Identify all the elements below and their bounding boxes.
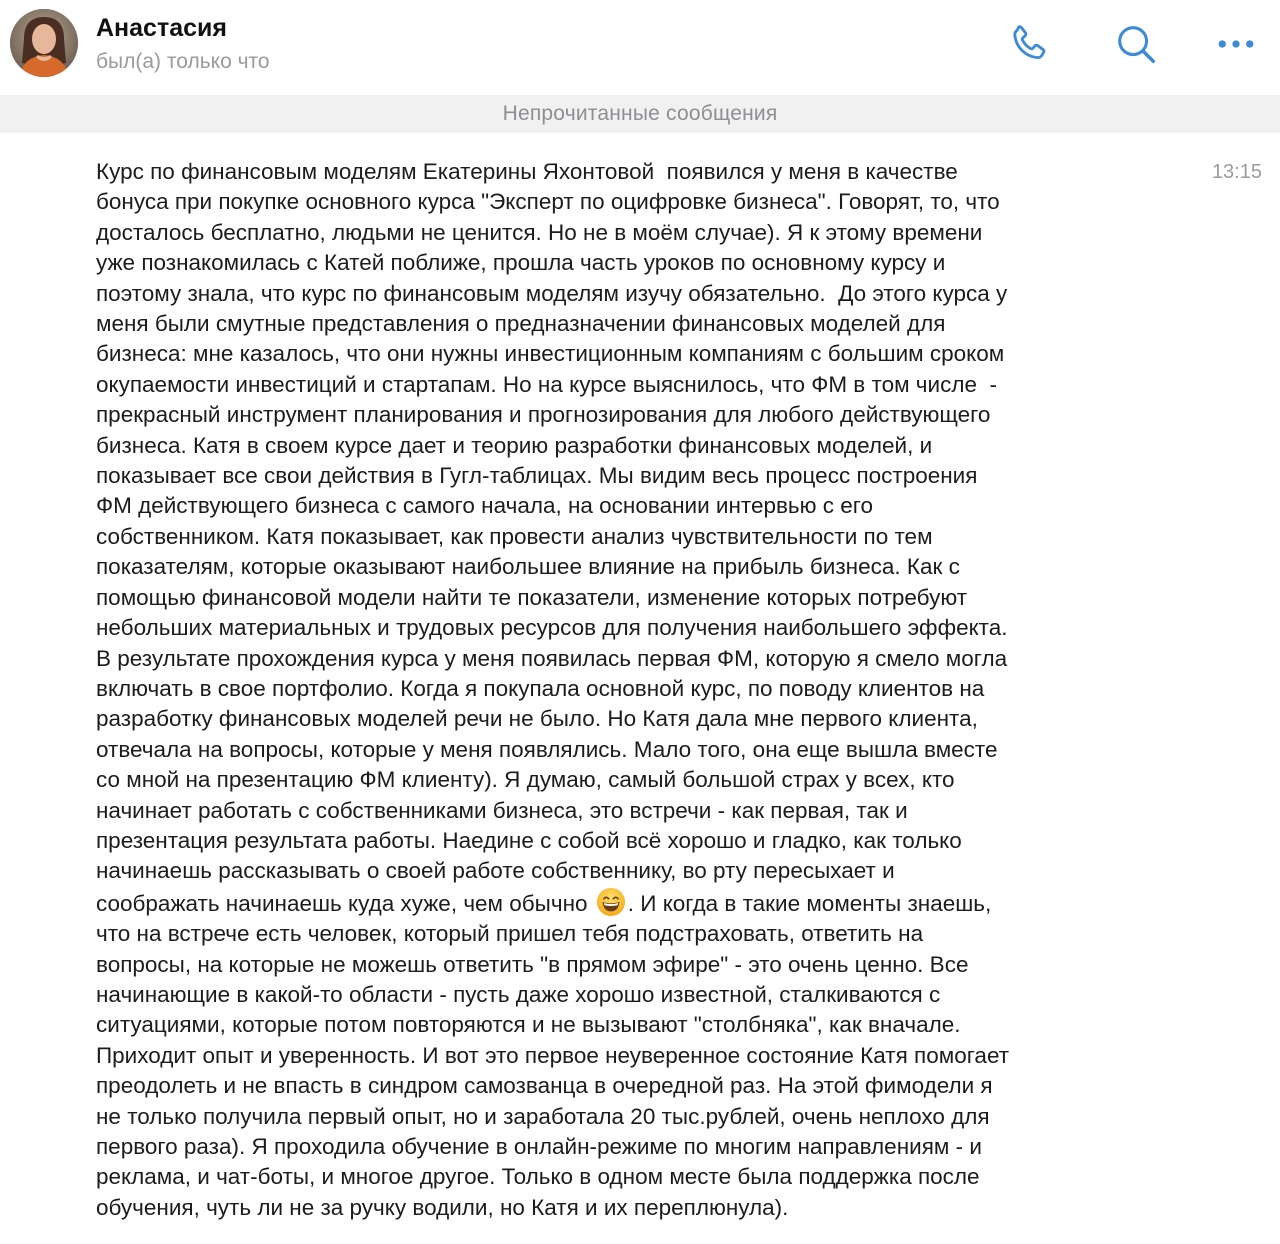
more-icon: [1214, 22, 1258, 66]
message-text-part-2: . И когда в такие моменты знаешь, что на встрече есть человек, который пришел тебя подстраховать, ответить на вопросы, на которые не можешь ответить "в прямом эфире" - это очень ценно. Все начинающие в какой-то области - пусть даже хорошо известной, сталкиваются с ситуациями, которые потом повторяются и не вызывают "столбняка", как вначале. Приходит опыт и уверенность. И вот это первое неуверенное состояние Катя помогает преодолеть и не впасть в синдром самозванца в очередной раз. На этой фимодели я не только получила первый опыт, но и заработала 20 тыс.рублей, очень неплохо для первого раза). Я проходила обучение в онлайн-режиме по многим направлениям - и реклама, и чат-боты, и многое другое. Только в одном месте была поддержка после обучения, чуть ли не за ручку водили, но Катя и их переплюнула).: [96, 890, 1010, 1220]
more-button[interactable]: [1212, 20, 1260, 68]
message-bubble[interactable]: [96, 157, 1186, 1223]
search-button[interactable]: [1112, 20, 1160, 68]
grinning-face-emoji: [596, 887, 626, 917]
unread-messages-divider: [0, 95, 1280, 133]
message-text-part-1: Курс по финансовым моделям Екатерины Яхонтовой появился у меня в качестве бонуса при покупке основного курса "Эксперт по оцифровке бизнеса". Говорят, то, что досталось бесплатно, людьми не ценится. Но не в моём случае). Я к этому времени уже познакомилась с Катей поближе, прошла часть уроков по основному курсу и поэтому знала, что курс по финансовым моделям изучу обязательно. До этого курса у меня были смутные представления о предназначении финансовых моделей для бизнеса: мне казалось, что они нужны инвестиционным компаниям с большим сроком окупаемости инвестиций и стартапам. Но на курсе выяснилось, что ФМ в том числе - прекрасный инструмент планирования и прогнозирования для любого действующего бизнеса. Катя в своем курсе дает и теорию разработки финансовых моделей, и показывает все свои действия в Гугл-таблицах. Мы видим весь процесс построения ФМ действующего бизнеса с самого начала, на основании интервью с его собственником. Катя показывает, как провести анализ чувствительности по тем показателям, которые оказывают наибольшее влияние на прибыль бизнеса. Как с помощью финансовой модели найти те показатели, изменение которых потребуют небольших материальных и трудовых ресурсов для получения наибольшего эффекта. В результате прохождения курса у меня появилась первая ФМ, которую я смело могла включать в свое портфолио. Когда я покупала основной курс, по поводу клиентов на разработку финансовых моделей речи не было. Но Катя дала мне первого клиента, отвечала на вопросы, которые у меня появлялись. Мало того, она еще вышла вместе со мной на презентацию ФМ клиенту). Я думаю, самый большой страх у всех, кто начинает работать с собственниками бизнеса, это встречи - как первая, так и презентация результата работы. Наедине с собой всё хорошо и гладко, как только начинаешь рассказывать о своей работе собственнику, во рту пересыхает и соображать начинаешь куда хуже, чем обычно: [96, 159, 1008, 916]
contact-name[interactable]: Анастасия: [96, 14, 227, 42]
message-timestamp: 13:15: [1211, 161, 1262, 183]
unread-divider-label: Непрочитанные сообщения: [502, 102, 778, 125]
message-text: [96, 157, 1186, 1223]
search-icon: [1113, 21, 1159, 67]
avatar-image: [10, 9, 78, 77]
avatar[interactable]: [10, 9, 78, 77]
call-button[interactable]: [1005, 20, 1053, 68]
phone-icon: [1006, 21, 1052, 67]
chat-header: [0, 0, 1280, 90]
last-seen-status: был(а) только что: [96, 50, 270, 73]
